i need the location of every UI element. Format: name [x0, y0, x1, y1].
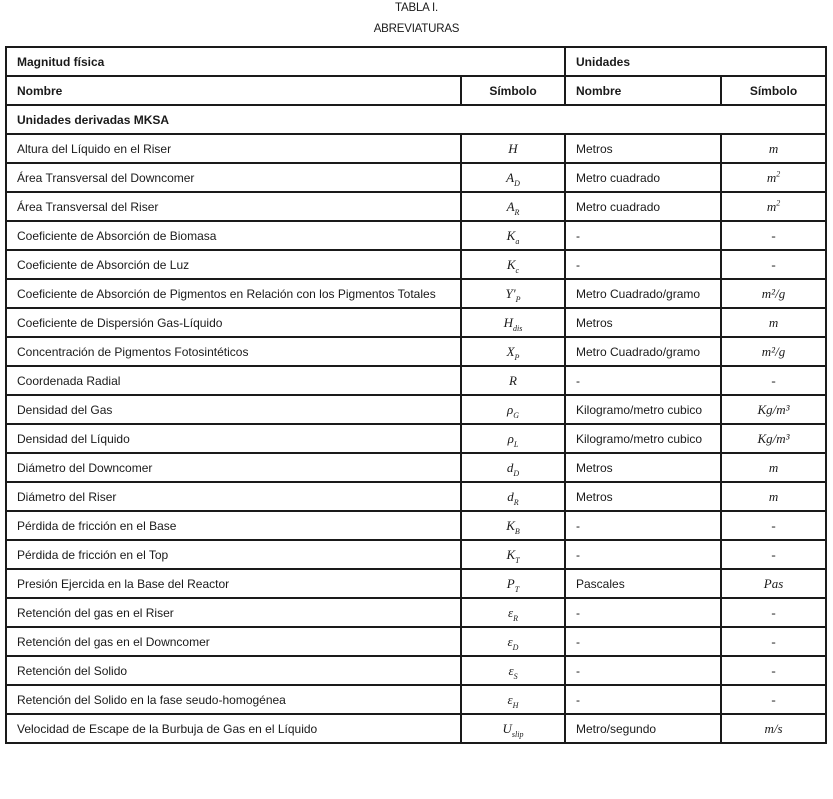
- unit-name: -: [565, 366, 721, 395]
- symbol-subscript: S: [513, 671, 518, 681]
- header-group-row: [6, 47, 826, 76]
- header-columns-row: [6, 76, 826, 105]
- section-title: Unidades derivadas MKSA: [6, 105, 826, 134]
- quantity-symbol: [461, 221, 565, 250]
- table-row: [6, 192, 826, 221]
- unit-symbol-base: -: [771, 546, 776, 562]
- quantity-symbol: [461, 714, 565, 743]
- unit-symbol-base: m²/g: [761, 285, 786, 301]
- quantity-name: Diámetro del Riser: [6, 482, 461, 511]
- symbol-subscript: P: [514, 352, 520, 362]
- unit-symbol-base: -: [771, 256, 776, 272]
- quantity-symbol: [461, 569, 565, 598]
- unit-symbol-base: -: [771, 227, 776, 243]
- table-row: [6, 163, 826, 192]
- unit-symbol: [721, 656, 826, 685]
- symbol-base: P: [506, 575, 515, 591]
- quantity-symbol: [461, 540, 565, 569]
- quantity-name: Velocidad de Escape de la Burbuja de Gas en el Líquido: [6, 714, 461, 743]
- unit-name: Metros: [565, 453, 721, 482]
- symbol-subscript: P: [515, 294, 521, 304]
- symbol-base: ε: [507, 633, 513, 649]
- unit-symbol-base: Pas: [763, 575, 784, 591]
- quantity-name: Pérdida de fricción en el Base: [6, 511, 461, 540]
- symbol-base: R: [509, 372, 517, 388]
- unit-name: -: [565, 627, 721, 656]
- symbol-base: H: [508, 140, 518, 156]
- table-row: [6, 279, 826, 308]
- quantity-name: Coeficiente de Dispersión Gas-Líquido: [6, 308, 461, 337]
- unit-symbol-base: m: [766, 198, 777, 214]
- symbol-subscript: D: [512, 642, 519, 652]
- unit-name: Pascales: [565, 569, 721, 598]
- symbol-subscript: dis: [513, 323, 523, 333]
- unit-name: -: [565, 221, 721, 250]
- unit-symbol-base: Kg/m³: [757, 430, 790, 446]
- unit-symbol-base: m: [768, 459, 779, 475]
- unit-symbol: [721, 453, 826, 482]
- quantity-name: Coeficiente de Absorción de Luz: [6, 250, 461, 279]
- quantity-name: Coordenada Radial: [6, 366, 461, 395]
- quantity-symbol: [461, 598, 565, 627]
- symbol-subscript: R: [514, 207, 520, 217]
- table-row: [6, 337, 826, 366]
- unit-symbol-base: -: [771, 662, 776, 678]
- symbol-subscript: D: [513, 468, 520, 478]
- quantity-name: Retención del Solido en la fase seudo-homogénea: [6, 685, 461, 714]
- header-unidades: Unidades: [565, 47, 826, 76]
- header-unit-nombre: Nombre: [565, 76, 721, 105]
- symbol-base: ρ: [506, 401, 514, 417]
- unit-symbol: [721, 279, 826, 308]
- quantity-symbol: [461, 337, 565, 366]
- symbol-base: K: [506, 517, 515, 533]
- quantity-symbol: [461, 395, 565, 424]
- unit-symbol-superscript: 2: [776, 169, 781, 179]
- symbol-subscript: a: [515, 236, 520, 246]
- table-row: [6, 714, 826, 743]
- unit-symbol-base: Kg/m³: [757, 401, 790, 417]
- unit-symbol-base: m²/g: [761, 343, 786, 359]
- unit-symbol: [721, 250, 826, 279]
- quantity-name: Pérdida de fricción en el Top: [6, 540, 461, 569]
- symbol-base: d: [507, 488, 514, 504]
- unit-name: Kilogramo/metro cubico: [565, 424, 721, 453]
- symbol-base: A: [506, 169, 515, 185]
- quantity-name: Área Transversal del Riser: [6, 192, 461, 221]
- unit-name: -: [565, 540, 721, 569]
- unit-symbol: [721, 337, 826, 366]
- unit-symbol: [721, 395, 826, 424]
- unit-symbol: [721, 192, 826, 221]
- quantity-symbol: [461, 250, 565, 279]
- quantity-name: Altura del Líquido en el Riser: [6, 134, 461, 163]
- quantity-name: Retención del gas en el Downcomer: [6, 627, 461, 656]
- symbol-subscript: B: [514, 526, 520, 536]
- unit-name: Metro Cuadrado/gramo: [565, 337, 721, 366]
- symbol-base: U: [502, 720, 512, 736]
- header-unit-simbolo: Símbolo: [721, 76, 826, 105]
- symbol-subscript: c: [515, 265, 520, 275]
- table-row: [6, 511, 826, 540]
- quantity-symbol: [461, 627, 565, 656]
- quantity-name: Retención del gas en el Riser: [6, 598, 461, 627]
- symbol-base: K: [506, 227, 516, 243]
- symbol-base: K: [506, 546, 516, 562]
- table-row: [6, 598, 826, 627]
- symbol-base: H: [503, 314, 514, 330]
- abbreviations-table: [5, 46, 827, 744]
- table-row: [6, 569, 826, 598]
- unit-symbol: [721, 482, 826, 511]
- unit-name: -: [565, 598, 721, 627]
- symbol-subscript: D: [514, 178, 520, 188]
- unit-symbol-base: m/s: [764, 720, 783, 736]
- quantity-symbol: [461, 424, 565, 453]
- symbol-subscript: R: [513, 613, 518, 623]
- symbol-subscript: H: [512, 700, 519, 710]
- symbol-base: Y': [505, 285, 516, 301]
- unit-symbol: [721, 714, 826, 743]
- table-row: [6, 221, 826, 250]
- unit-symbol-superscript: 2: [776, 198, 781, 208]
- table-row: [6, 453, 826, 482]
- quantity-symbol: [461, 656, 565, 685]
- unit-symbol: [721, 569, 826, 598]
- header-nombre: Nombre: [6, 76, 461, 105]
- table-row: [6, 424, 826, 453]
- unit-symbol: [721, 627, 826, 656]
- symbol-subscript: G: [513, 410, 520, 420]
- unit-name: -: [565, 511, 721, 540]
- table-row: [6, 627, 826, 656]
- quantity-symbol: [461, 192, 565, 221]
- quantity-name: Concentración de Pigmentos Fotosintéticos: [6, 337, 461, 366]
- unit-symbol-base: m: [768, 314, 779, 330]
- unit-symbol: [721, 511, 826, 540]
- table-row: [6, 366, 826, 395]
- unit-name: -: [565, 685, 721, 714]
- quantity-symbol: [461, 163, 565, 192]
- unit-symbol-base: -: [771, 633, 776, 649]
- table-row: [6, 308, 826, 337]
- quantity-name: Diámetro del Downcomer: [6, 453, 461, 482]
- unit-name: Metros: [565, 134, 721, 163]
- quantity-name: Presión Ejercida en la Base del Reactor: [6, 569, 461, 598]
- unit-symbol: [721, 424, 826, 453]
- unit-name: Metro cuadrado: [565, 192, 721, 221]
- unit-symbol-base: -: [771, 517, 776, 533]
- symbol-base: ε: [507, 691, 513, 707]
- unit-symbol-base: m: [768, 488, 779, 504]
- header-magnitud-fisica: Magnitud física: [6, 47, 565, 76]
- unit-symbol-base: m: [766, 169, 777, 185]
- symbol-base: ε: [508, 662, 514, 678]
- table-row: [6, 656, 826, 685]
- symbol-subscript: T: [514, 584, 520, 594]
- symbol-base: A: [506, 198, 515, 214]
- table-row: [6, 134, 826, 163]
- symbol-base: K: [506, 256, 516, 272]
- unit-symbol: [721, 685, 826, 714]
- quantity-symbol: [461, 511, 565, 540]
- unit-symbol-base: m: [768, 140, 779, 156]
- table-row: [6, 540, 826, 569]
- unit-symbol: [721, 308, 826, 337]
- unit-symbol-base: -: [771, 604, 776, 620]
- unit-symbol: [721, 366, 826, 395]
- table-row: [6, 250, 826, 279]
- symbol-base: ρ: [507, 430, 514, 446]
- unit-symbol: [721, 163, 826, 192]
- symbol-subscript: slip: [511, 729, 524, 739]
- symbol-base: ε: [507, 604, 514, 620]
- quantity-symbol: [461, 685, 565, 714]
- unit-name: -: [565, 656, 721, 685]
- quantity-symbol: [461, 366, 565, 395]
- unit-symbol: [721, 540, 826, 569]
- unit-name: -: [565, 250, 721, 279]
- table-row: [6, 685, 826, 714]
- unit-name: Kilogramo/metro cubico: [565, 395, 721, 424]
- symbol-base: d: [506, 459, 514, 475]
- quantity-name: Área Transversal del Downcomer: [6, 163, 461, 192]
- unit-symbol: [721, 134, 826, 163]
- symbol-subscript: L: [513, 439, 519, 449]
- unit-symbol-base: -: [771, 691, 776, 707]
- unit-name: Metros: [565, 482, 721, 511]
- unit-name: Metro Cuadrado/gramo: [565, 279, 721, 308]
- table-caption-title: ABREVIATURAS: [373, 23, 460, 35]
- quantity-symbol: [461, 482, 565, 511]
- quantity-name: Densidad del Gas: [6, 395, 461, 424]
- unit-name: Metro/segundo: [565, 714, 721, 743]
- table-caption-number: TABLA I.: [395, 2, 438, 14]
- unit-symbol: [721, 221, 826, 250]
- quantity-name: Coeficiente de Absorción de Pigmentos en Relación con los Pigmentos Totales: [6, 279, 461, 308]
- symbol-subscript: R: [513, 497, 519, 507]
- quantity-name: Densidad del Líquido: [6, 424, 461, 453]
- section-row: [6, 105, 826, 134]
- quantity-symbol: [461, 134, 565, 163]
- quantity-symbol: [461, 279, 565, 308]
- table-row: [6, 395, 826, 424]
- unit-name: Metro cuadrado: [565, 163, 721, 192]
- symbol-base: X: [506, 343, 515, 359]
- quantity-name: Coeficiente de Absorción de Biomasa: [6, 221, 461, 250]
- unit-symbol: [721, 598, 826, 627]
- quantity-symbol: [461, 308, 565, 337]
- quantity-symbol: [461, 453, 565, 482]
- unit-name: Metros: [565, 308, 721, 337]
- symbol-subscript: T: [515, 555, 520, 565]
- quantity-name: Retención del Solido: [6, 656, 461, 685]
- unit-symbol-base: -: [771, 372, 776, 388]
- table-row: [6, 482, 826, 511]
- header-simbolo: Símbolo: [461, 76, 565, 105]
